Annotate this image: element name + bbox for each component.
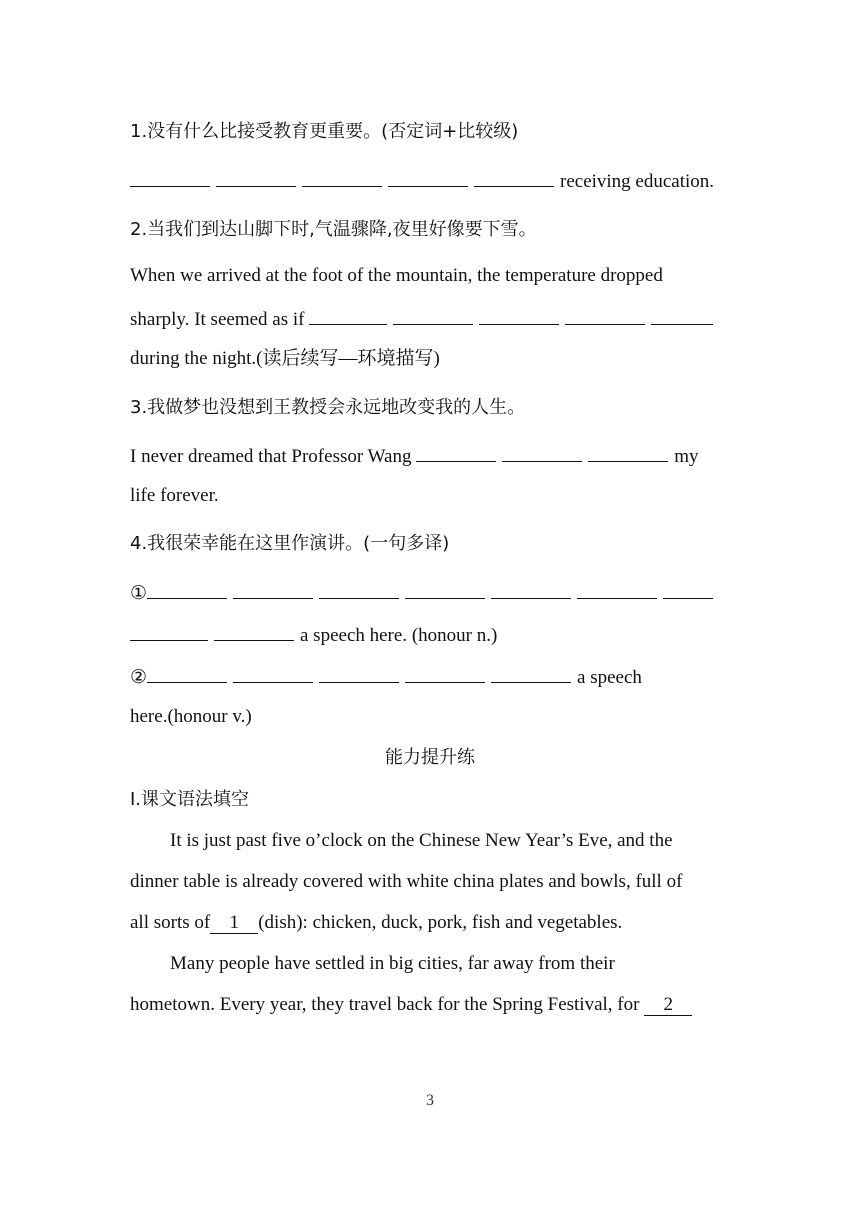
passage-line: Many people have settled in big cities, far away from their [170,953,615,974]
exercise-4-line-4: here.(honour v.) [130,706,252,727]
answer-blank[interactable] [588,443,668,462]
answer-blank[interactable] [474,168,554,187]
passage-line [130,911,622,935]
numbered-blank-2[interactable]: 2 [644,995,692,1016]
exercise-1-answer-line [130,168,714,194]
page-number: 3 [426,1092,434,1109]
exercise-2-line-2-head: sharply. It seemed as if [130,309,305,330]
answer-blank[interactable] [388,168,468,187]
answer-blank[interactable] [233,664,313,683]
answer-blank[interactable] [405,580,485,599]
answer-blank[interactable] [130,622,208,641]
exercise-3-prompt: 3.我做梦也没想到王教授会永远地改变我的人生。 [130,397,526,418]
exercise-4-line-2-tail: a speech here. (honour n.) [300,625,498,646]
answer-blank[interactable] [147,580,227,599]
exercise-1-tail: receiving education. [560,171,715,192]
answer-blank[interactable] [147,664,227,683]
exercise-3-line-1-head: I never dreamed that Professor Wang [130,446,412,467]
exercise-1-prompt: 1.没有什么比接受教育更重要。(否定词+比较级) [130,121,519,142]
answer-blank[interactable] [491,664,571,683]
section-subtitle: Ⅰ.课文语法填空 [130,789,250,810]
answer-blank[interactable] [233,580,313,599]
exercise-4-line-3 [130,664,642,690]
answer-blank[interactable] [319,664,399,683]
answer-blank[interactable] [577,580,657,599]
exercise-3-line-1-tail: my [674,446,699,467]
answer-blank[interactable] [663,580,713,599]
exercise-3-line-1 [130,443,698,469]
passage-line-head: hometown. Every year, they travel back for the Spring Festival, for [130,994,640,1015]
answer-blank[interactable] [216,168,296,187]
answer-blank[interactable] [405,664,485,683]
exercise-2-line-1: When we arrived at the foot of the mountain, the temperature dropped [130,265,663,286]
exercise-4-line-2 [130,622,497,648]
passage-line: It is just past five o’clock on the Chinese New Year’s Eve, and the [170,830,673,851]
exercise-4-line-1 [130,580,719,606]
passage-line-tail: (dish): chicken, duck, pork, fish and vegetables. [258,912,623,933]
passage-line [130,993,692,1017]
exercise-4-line-3-tail: a speech [577,667,642,688]
passage-line: dinner table is already covered with white china plates and bowls, full of [130,871,683,892]
numbered-blank-1[interactable]: 1 [210,913,258,934]
circled-number-1: ① [130,583,148,604]
answer-blank[interactable] [479,306,559,325]
answer-blank[interactable] [319,580,399,599]
answer-blank[interactable] [309,306,387,325]
answer-blank[interactable] [502,443,582,462]
section-title: 能力提升练 [385,747,475,768]
passage-line-head: all sorts of [130,912,211,933]
exercise-2-line-3: during the night.(读后续写—环境描写) [130,348,440,369]
answer-blank[interactable] [302,168,382,187]
answer-blank[interactable] [130,168,210,187]
exercise-3-line-2: life forever. [130,485,219,506]
answer-blank[interactable] [214,622,294,641]
exercise-4-prompt: 4.我很荣幸能在这里作演讲。(一句多译) [130,533,450,554]
exercise-2-line-2 [130,306,719,332]
exercise-2-prompt: 2.当我们到达山脚下时,气温骤降,夜里好像要下雪。 [130,219,537,240]
answer-blank[interactable] [416,443,496,462]
answer-blank[interactable] [651,306,713,325]
circled-number-2: ② [130,667,148,688]
answer-blank[interactable] [393,306,473,325]
answer-blank[interactable] [491,580,571,599]
answer-blank[interactable] [565,306,645,325]
